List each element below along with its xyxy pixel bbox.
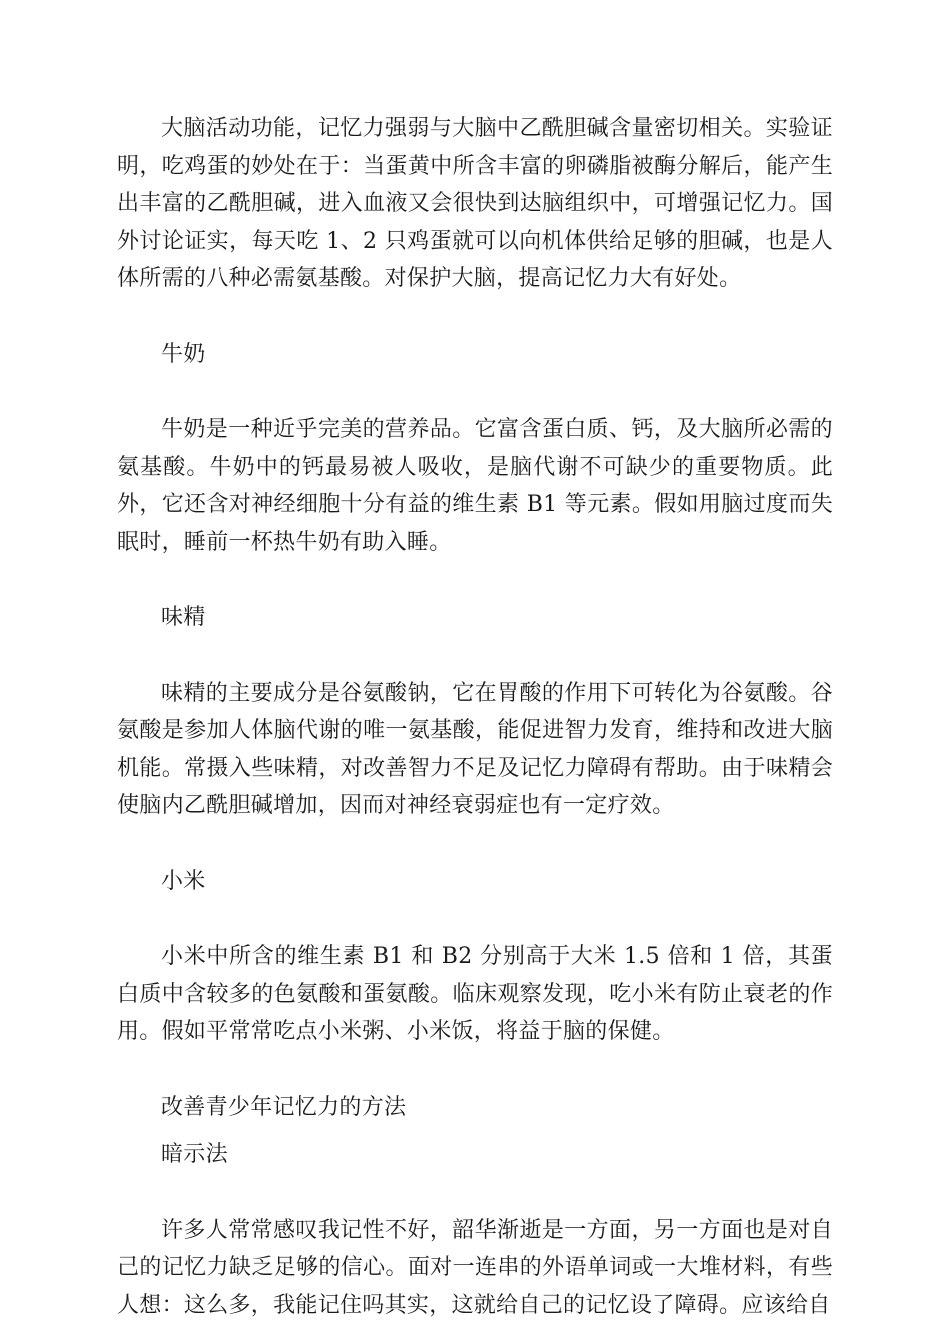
paragraph-millet: 小米中所含的维生素 B1 和 B2 分别高于大米 1.5 倍和 1 倍，其蛋白质中含较多的色氨酸和蛋氨酸。临床观察发现，吃小米有防止衰老的作用。假如平常常吃点小米粥、小米饭，将益于脑的保健。 [117, 944, 833, 1044]
paragraph-hint-method: 许多人常常感叹我记性不好，韶华渐逝是一方面，另一方面也是对自己的记忆力缺乏足够的信心。面对一连串的外语单词或一大堆材料，有些人想：这么多，我能记住吗其实，这就给自己的记忆设了障碍。应该给自 [117, 1217, 833, 1318]
paragraph-milk: 牛奶是一种近乎完美的营养品。它富含蛋白质、钙，及大脑所必需的氨基酸。牛奶中的钙最易被人吸收，是脑代谢不可缺少的重要物质。此外，它还含对神经细胞十分有益的维生素 B1 等元素。假如用脑过度而失眠时，睡前一杯热牛奶有助入睡。 [117, 417, 833, 555]
heading-msg: 味精 [161, 605, 206, 630]
heading-hint-method: 暗示法 [161, 1142, 228, 1167]
heading-milk: 牛奶 [161, 341, 206, 367]
document-page [117, 110, 833, 1324]
heading-methods: 改善青少年记忆力的方法 [161, 1094, 407, 1120]
paragraph-msg: 味精的主要成分是谷氨酸钠，它在胃酸的作用下可转化为谷氨酸。谷氨酸是参加人体脑代谢的唯一氨基酸，能促进智力发育，维持和改进大脑机能。常摄入些味精，对改善智力不足及记忆力障碍有帮助。由于味精会使脑内乙酰胆碱增加，因而对神经衰弱症也有一定疗效。 [117, 680, 833, 818]
heading-millet: 小米 [161, 868, 206, 894]
paragraph-egg: 大脑活动功能，记忆力强弱与大脑中乙酰胆碱含量密切相关。实验证明，吃鸡蛋的妙处在于：当蛋黄中所含丰富的卵磷脂被酶分解后，能产生出丰富的乙酰胆碱，进入血液又会很快到达脑组织中，可增强记忆力。国外讨论证实，每天吃 1、2 只鸡蛋就可以向机体供给足够的胆碱，也是人体所需的八种必需氨基酸。对保护大脑，提高记忆力大有好处。 [117, 116, 833, 291]
